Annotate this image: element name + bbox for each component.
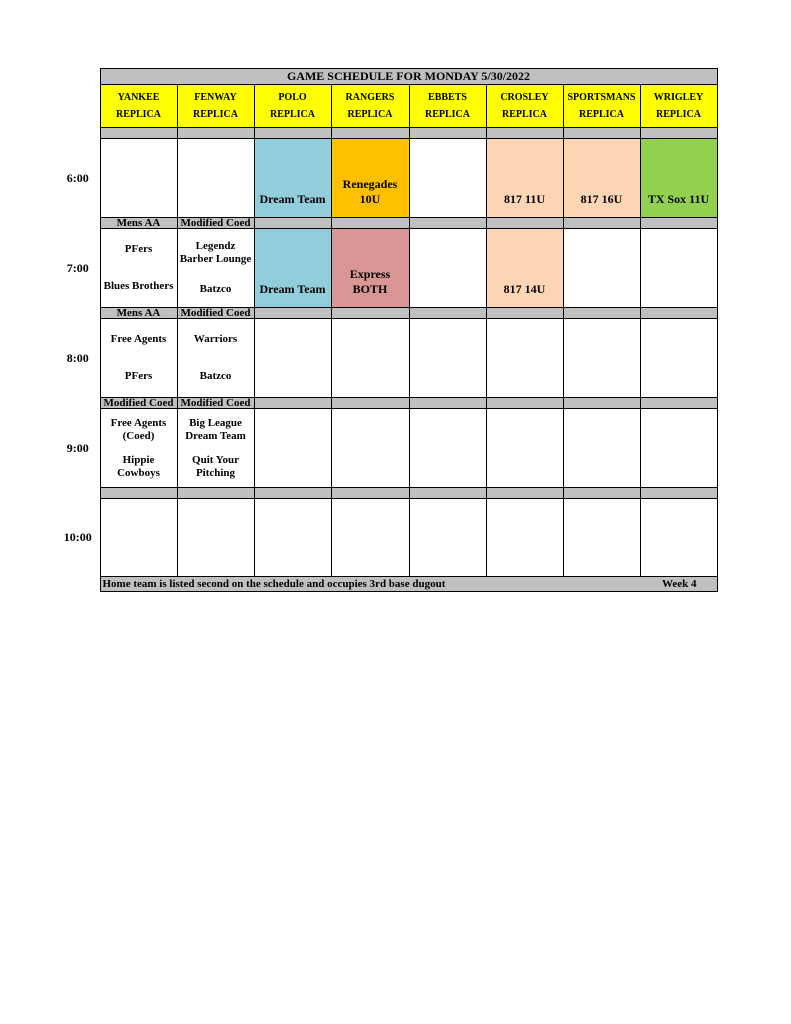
division-label: Modified Coed: [177, 308, 254, 319]
corner-blank: [56, 69, 100, 85]
game-cell: [100, 319, 177, 398]
time-slot-row: [56, 409, 717, 488]
game-cell: 817 14U: [486, 229, 563, 308]
footer-row: [56, 577, 717, 592]
field-header-yankee: YANKEE REPLICA: [100, 85, 177, 128]
home-team: Batzco: [199, 370, 232, 382]
schedule-sheet: [56, 68, 718, 592]
field-header-polo: POLO REPLICA: [254, 85, 331, 128]
time-label: 6:00: [66, 170, 89, 185]
week-label: Week 4: [661, 578, 697, 590]
game-cell: Express BOTH: [331, 229, 409, 308]
game-cell: [409, 229, 486, 308]
division-row: [56, 218, 717, 229]
division-label: Mens AA: [100, 218, 177, 229]
time-label: 9:00: [66, 440, 89, 455]
division-label: Modified Coed: [177, 398, 254, 409]
away-team: Big League Dream Team: [185, 416, 246, 442]
footer-bar: [100, 577, 717, 592]
schedule-title: GAME SCHEDULE FOR MONDAY 5/30/2022: [100, 69, 717, 85]
game-cell: 817 16U: [563, 139, 640, 218]
game-cell: [100, 409, 177, 488]
time-slot-row: [56, 139, 717, 218]
division-label: Modified Coed: [100, 398, 177, 409]
away-team: Legendz Barber Lounge: [179, 239, 252, 265]
field-header-wrigley: WRIGLEY REPLICA: [640, 85, 717, 128]
game-cell: [177, 409, 254, 488]
division-row: [56, 128, 717, 139]
field-header-crosley: CROSLEY REPLICA: [486, 85, 563, 128]
home-team: Hippie Cowboys: [117, 453, 160, 479]
schedule-table: [56, 68, 718, 592]
home-team: Batzco: [199, 283, 232, 296]
division-row: [56, 398, 717, 409]
game-cell: TX Sox 11U: [640, 139, 717, 218]
game-cell: [331, 499, 409, 577]
game-cell: [409, 499, 486, 577]
time-slot-row: [56, 319, 717, 398]
game-cell: [563, 499, 640, 577]
field-header-rangers: RANGERS REPLICA: [331, 85, 409, 128]
game-cell: Renegades 10U: [331, 139, 409, 218]
time-label: 8:00: [66, 350, 89, 365]
home-team: Quit Your Pitching: [192, 453, 239, 479]
game-cell: [640, 229, 717, 308]
away-team: PFers: [124, 243, 153, 255]
field-header-row: [56, 85, 717, 128]
footer-note: Home team is listed second on the schedule and occupies 3rd base dugout: [102, 578, 446, 590]
game-cell: [640, 319, 717, 398]
corner-blank: [56, 85, 100, 128]
game-cell: [486, 319, 563, 398]
game-cell: [331, 409, 409, 488]
time-slot-row: [56, 229, 717, 308]
game-cell: [563, 319, 640, 398]
game-cell: [177, 139, 254, 218]
game-cell: [177, 319, 254, 398]
home-team: PFers: [124, 370, 153, 382]
game-cell: [409, 409, 486, 488]
division-row: [56, 308, 717, 319]
game-cell: Dream Team: [254, 139, 331, 218]
time-label: 10:00: [63, 530, 92, 544]
game-cell: [409, 319, 486, 398]
game-cell: [563, 229, 640, 308]
away-team: Free Agents: [110, 333, 167, 345]
home-team: Blues Brothers: [103, 280, 174, 292]
game-cell: [177, 229, 254, 308]
game-cell: [100, 139, 177, 218]
game-cell: Dream Team: [254, 229, 331, 308]
field-header-ebbets: EBBETS REPLICA: [409, 85, 486, 128]
field-header-fenway: FENWAY REPLICA: [177, 85, 254, 128]
game-cell: [177, 499, 254, 577]
game-cell: [486, 409, 563, 488]
time-label: 7:00: [66, 260, 89, 275]
game-cell: [100, 229, 177, 308]
game-cell: [254, 319, 331, 398]
game-cell: [100, 499, 177, 577]
game-cell: [254, 409, 331, 488]
division-label: Modified Coed: [177, 218, 254, 229]
game-cell: [254, 499, 331, 577]
game-cell: [486, 499, 563, 577]
game-cell: [331, 319, 409, 398]
game-cell: [640, 409, 717, 488]
away-team: Free Agents (Coed): [110, 416, 167, 442]
game-cell: [563, 409, 640, 488]
field-header-sportsmans: SPORTSMANS REPLICA: [563, 85, 640, 128]
away-team: Warriors: [193, 333, 238, 345]
division-row: [56, 488, 717, 499]
game-cell: [409, 139, 486, 218]
time-slot-row: [56, 499, 717, 577]
game-cell: 817 11U: [486, 139, 563, 218]
division-label: Mens AA: [100, 308, 177, 319]
game-cell: [640, 499, 717, 577]
